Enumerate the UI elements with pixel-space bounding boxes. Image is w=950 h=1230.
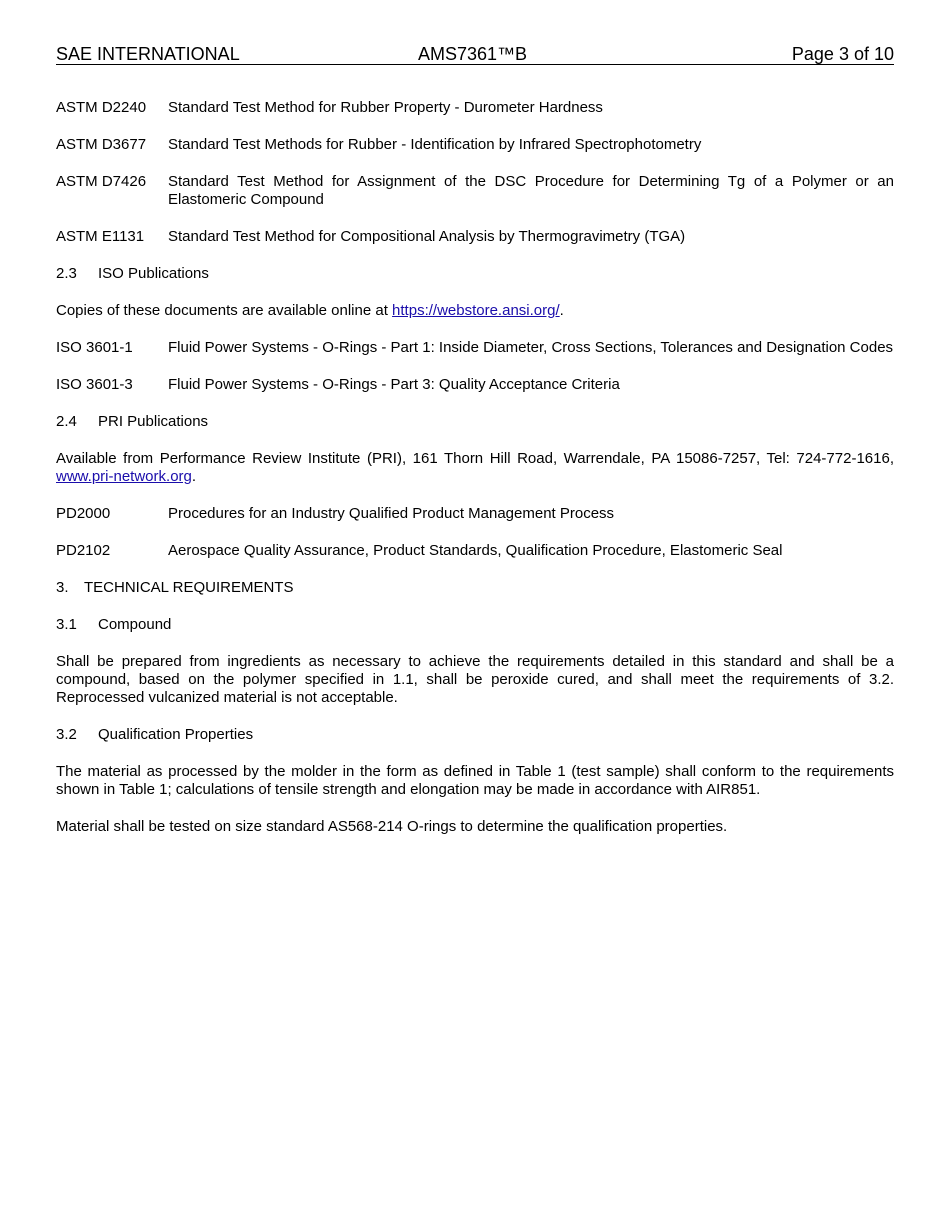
reference-code: ASTM E1131 — [56, 228, 145, 245]
document-page — [56, 45, 894, 855]
section-number: 2.3 — [56, 265, 77, 282]
section-heading-pri — [56, 413, 894, 431]
iso-intro — [56, 302, 894, 320]
ansi-webstore-link[interactable]: https://webstore.ansi.org/ — [392, 302, 560, 319]
reference-code: ISO 3601-1 — [56, 339, 133, 356]
iso-intro-suffix: . — [559, 302, 564, 319]
reference-item — [56, 99, 894, 117]
reference-description: Standard Test Method for Assignment of the DSC Procedure for Determining Tg of a Polymer or an Elastomeric Compound — [168, 173, 894, 208]
reference-code: ASTM D3677 — [56, 136, 147, 153]
reference-code: PD2000 — [56, 505, 111, 522]
section-heading-iso — [56, 265, 894, 283]
pri-network-link[interactable]: www.pri-network.org — [56, 468, 192, 485]
section-title: TECHNICAL REQUIREMENTS — [84, 579, 294, 596]
section-number: 3.1 — [56, 616, 77, 633]
compound-paragraph: Shall be prepared from ingredients as necessary to achieve the requirements detailed in this standard and shall be a compound, based on the polymer specified in 1.1, shall be peroxide cured, and shall meet the requirements of 3.2. Reprocessed vulcanized material is not acceptable. — [56, 653, 894, 706]
section-number: 3.2 — [56, 726, 77, 743]
reference-item — [56, 228, 894, 246]
reference-item — [56, 339, 894, 357]
reference-item — [56, 376, 894, 394]
reference-description: Aerospace Quality Assurance, Product Standards, Qualification Procedure, Elastomeric Seal — [168, 542, 783, 559]
section-number: 2.4 — [56, 413, 77, 430]
section-number: 3. — [56, 579, 69, 596]
qualification-paragraph-1: The material as processed by the molder in the form as defined in Table 1 (test sample) shall conform to the requirements shown in Table 1; calculations of tensile strength and elongation may be made in accordance with AIR851. — [56, 763, 894, 798]
section-title: Qualification Properties — [98, 726, 254, 743]
pri-intro-suffix: . — [191, 468, 197, 485]
section-title: Compound — [98, 616, 172, 633]
pri-intro — [56, 450, 894, 486]
reference-description: Standard Test Method for Compositional Analysis by Thermogravimetry (TGA) — [168, 228, 686, 245]
reference-item — [56, 505, 894, 523]
reference-code: ASTM D2240 — [56, 99, 147, 116]
header-org: SAE INTERNATIONAL — [56, 44, 240, 64]
section-heading-compound — [56, 616, 894, 634]
reference-description: Fluid Power Systems - O-Rings - Part 1: Inside Diameter, Cross Sections, Tolerances and Designation Codes — [168, 339, 894, 356]
pri-intro-text: Available from Performance Review Institute (PRI), 161 Thorn Hill Road, Warrendale, PA 15086-7257, Tel: 724-772-1616, — [56, 450, 894, 467]
reference-description: Standard Test Methods for Rubber - Identification by Infrared Spectrophotometry — [168, 136, 702, 153]
reference-description: Standard Test Method for Rubber Property - Durometer Hardness — [168, 99, 603, 116]
iso-intro-text: Copies of these documents are available online at — [56, 302, 393, 319]
section-heading-qualification-properties — [56, 726, 894, 744]
section-heading-technical-requirements — [56, 579, 894, 597]
reference-description: Fluid Power Systems - O-Rings - Part 3: Quality Acceptance Criteria — [168, 376, 620, 393]
qualification-paragraph-2: Material shall be tested on size standard AS568-214 O-rings to determine the qualification properties. — [56, 818, 728, 835]
section-title: ISO Publications — [98, 265, 209, 282]
reference-code: ASTM D7426 — [56, 173, 147, 190]
reference-item — [56, 542, 894, 560]
reference-item — [56, 136, 894, 154]
reference-code: ISO 3601-3 — [56, 376, 133, 393]
reference-description: Procedures for an Industry Qualified Product Management Process — [168, 505, 615, 522]
reference-code: PD2102 — [56, 542, 111, 559]
header-doc-id: AMS7361™B — [418, 44, 528, 64]
section-title: PRI Publications — [98, 413, 209, 430]
reference-item — [56, 173, 894, 209]
header-page-number: Page 3 of 10 — [791, 44, 894, 64]
page-header — [56, 45, 894, 65]
